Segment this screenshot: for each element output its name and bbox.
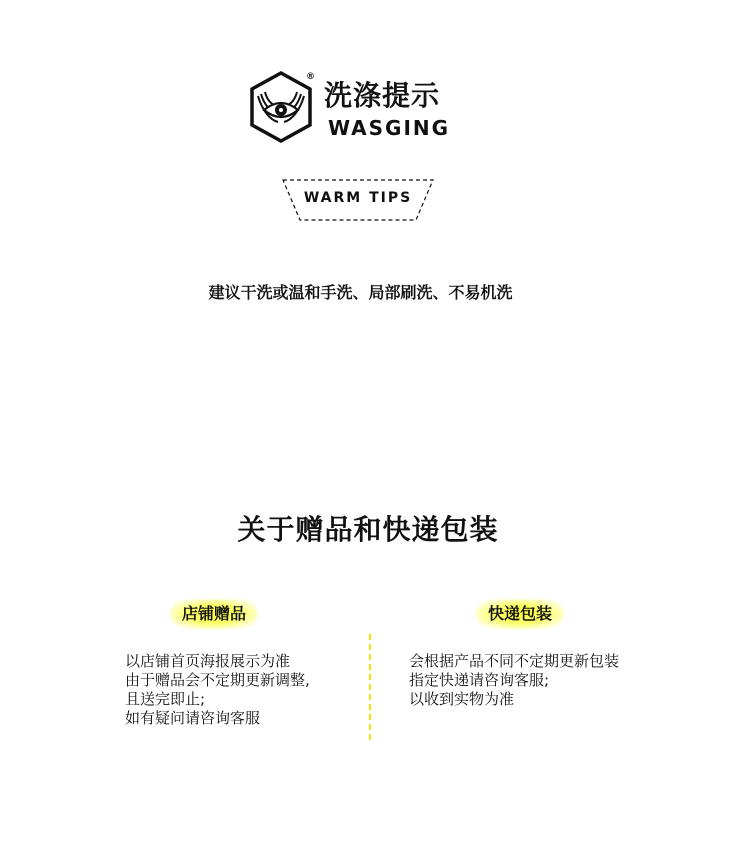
- text-line: 且送完即止;: [125, 690, 206, 708]
- logo-title-en: WASGING: [328, 116, 451, 140]
- column-divider: [369, 634, 371, 740]
- hands-eye-hexagon-icon: [248, 70, 314, 144]
- text-line: 以收到实物为准: [409, 690, 515, 708]
- text-line: 如有疑问请咨询客服: [125, 709, 261, 727]
- registered-mark: ®: [306, 72, 315, 82]
- packaging-badge: 快递包装: [476, 599, 564, 629]
- washing-advice: 建议干洗或温和手洗、局部刷洗、不易机洗: [208, 283, 513, 302]
- text-line: 以店铺首页海报展示为准: [125, 652, 291, 670]
- warm-tips-banner: [280, 176, 436, 224]
- text-line: 会根据产品不同不定期更新包装: [409, 652, 620, 670]
- gift-badge: 店铺赠品: [170, 599, 258, 629]
- text-line: 由于赠品会不定期更新调整,: [125, 671, 310, 689]
- brand-logo: [248, 70, 458, 144]
- gift-description: [125, 652, 310, 728]
- warm-tips-label: WARM TIPS: [303, 190, 413, 206]
- packaging-description: [409, 652, 619, 709]
- text-line: 指定快递请咨询客服;: [409, 671, 550, 689]
- logo-title-cn: 洗涤提示: [324, 79, 441, 112]
- section-title: 关于赠品和快递包装: [237, 513, 499, 546]
